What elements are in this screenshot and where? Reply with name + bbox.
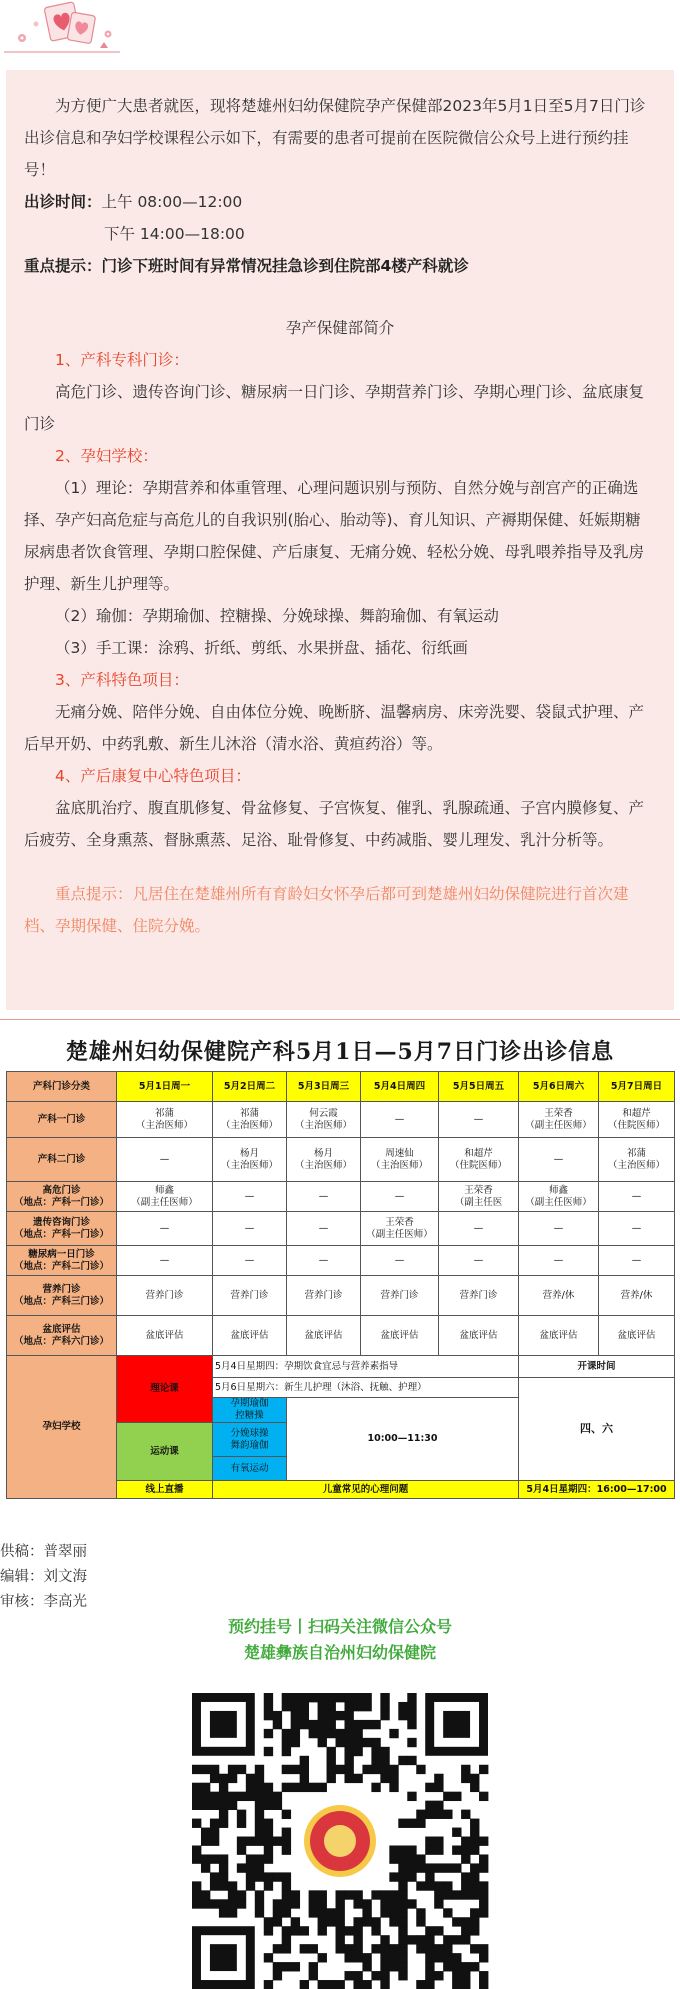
- table-cell: 营养门诊: [213, 1276, 287, 1316]
- day-head: 5月6日周六: [519, 1072, 599, 1102]
- section2-title: 2、孕妇学校：: [55, 447, 158, 465]
- table-cell: 和超芹 （住院医师）: [439, 1138, 519, 1182]
- theory-line2: 5月6日星期六：新生儿护理（沐浴、抚触、护理）: [213, 1378, 519, 1398]
- section2-item2: （2）瑜伽：孕期瑜伽、控糖操、分娩球操、舞韵瑜伽、有氧运动: [55, 607, 499, 625]
- day-header-row: [7, 1072, 675, 1102]
- table-cell: 盆底评估: [361, 1316, 439, 1356]
- hours-label: 出诊时间：: [24, 193, 102, 211]
- table-cell: —: [599, 1212, 675, 1246]
- credit-review: 审核：李高光: [0, 1594, 87, 1610]
- section4-title: 4、产后康复中心特色项目：: [55, 767, 251, 785]
- credits: [0, 1540, 680, 1615]
- section2-item1: （1）理论：孕期营养和体重管理、心理问题识别与预防、自然分娩与剖宫产的正确选择、孕产妇高危症与高危儿的自我识别(胎心、胎动等)、育儿知识、产褥期保健、妊娠期糖尿病患者饮食管理、孕期口腔保健、产后康复、无痛分娩、轻松分娩、母乳喂养指导及乳房护理、新生儿护理等。: [24, 479, 645, 593]
- hearts-flowers-icon: [0, 0, 130, 60]
- table-cell: 营养门诊: [117, 1276, 213, 1316]
- table-cell: 盆底评估: [439, 1316, 519, 1356]
- sport-item: [213, 1398, 287, 1423]
- row-head: 高危门诊 （地点：产科一门诊）: [7, 1182, 117, 1212]
- section3-text: 无痛分娩、陪伴分娩、自由体位分娩、晚断脐、温馨病房、床旁洗婴、袋鼠式护理、产后早开奶、中药乳敷、新生儿沐浴（清水浴、黄疸药浴）等。: [24, 703, 645, 753]
- table-row: [7, 1246, 675, 1276]
- hours-am: [24, 186, 656, 218]
- table-cell: —: [213, 1182, 287, 1212]
- sport-item-text: 舞韵瑜伽: [230, 1439, 269, 1451]
- table-cell: —: [519, 1138, 599, 1182]
- day-head: 5月7日周日: [599, 1072, 675, 1102]
- row-head: 糖尿病一日门诊 （地点：产科二门诊）: [7, 1246, 117, 1276]
- table-cell: —: [213, 1212, 287, 1246]
- table-cell: 盆底评估: [287, 1316, 361, 1356]
- section4-text: 盆底肌治疗、腹直肌修复、骨盆修复、子宫恢复、催乳、乳腺疏通、子宫内膜修复、产后疲劳、全身熏蒸、督脉熏蒸、足浴、耻骨修复、中药减脂、婴儿理发、乳汁分析等。: [24, 799, 645, 849]
- table-cell: —: [117, 1212, 213, 1246]
- day-head: 5月2日周二: [213, 1072, 287, 1102]
- divider: [0, 1019, 680, 1020]
- table-cell: 营养/休: [599, 1276, 675, 1316]
- footer-tip: 重点提示：凡居住在楚雄州所有育龄妇女怀孕后都可到楚雄州妇幼保健院进行首次建档、孕期保健、住院分娩。: [24, 885, 629, 935]
- section1-text: 高危门诊、遗传咨询门诊、糖尿病一日门诊、孕期营养门诊、孕期心理门诊、盆底康复门诊: [24, 383, 645, 433]
- credit-supply: 供稿：普翠丽: [0, 1544, 87, 1560]
- section3-title: 3、产科特色项目：: [55, 671, 189, 689]
- header-decoration: [0, 0, 680, 70]
- table-cell: 杨月 （主治医师）: [213, 1138, 287, 1182]
- table-cell: 祁蒲 （主治医师）: [117, 1102, 213, 1138]
- school-days: 四、六: [519, 1378, 675, 1481]
- section1-title: 1、产科专科门诊：: [55, 351, 189, 369]
- table-row: [7, 1316, 675, 1356]
- day-head: 5月4日周四: [361, 1072, 439, 1102]
- table-cell: 王荣香 （副主任医师）: [361, 1212, 439, 1246]
- sport-item: [213, 1423, 287, 1457]
- table-cell: 和超芹 （住院医师）: [599, 1102, 675, 1138]
- sport-item-text: 孕期瑜伽: [230, 1398, 269, 1409]
- theory-line1: 5月4日星期四：孕期饮食宜忌与营养素指导: [213, 1356, 519, 1378]
- col-head: 产科门诊分类: [7, 1072, 117, 1102]
- sport-time: 10:00—11:30: [287, 1398, 519, 1481]
- sport-item-text: 分娩球操: [230, 1427, 269, 1439]
- notice-panel: [6, 70, 674, 1010]
- aerobic: 有氧运动: [213, 1457, 287, 1481]
- table-cell: —: [361, 1182, 439, 1212]
- table-cell: —: [117, 1138, 213, 1182]
- row-head: 盆底评估 （地点：产科六门诊）: [7, 1316, 117, 1356]
- qr-code-icon: [190, 1693, 490, 1989]
- day-head: 5月1日周一: [117, 1072, 213, 1102]
- table-cell: 祁蒲 （主治医师）: [599, 1138, 675, 1182]
- day-head: 5月5日周五: [439, 1072, 519, 1102]
- table-cell: 盆底评估: [213, 1316, 287, 1356]
- table-cell: 师鑫 （副主任医师）: [117, 1182, 213, 1212]
- online-time: 5月4日星期四：16:00—17:00: [519, 1481, 675, 1499]
- qr-code[interactable]: [190, 1693, 490, 1989]
- table-cell: 营养门诊: [439, 1276, 519, 1316]
- table-cell: 王荣香 （副主任医: [439, 1182, 519, 1212]
- online-topic: 儿童常见的心理问题: [213, 1481, 519, 1499]
- row-head: 产科二门诊: [7, 1138, 117, 1182]
- row-head: 遗传咨询门诊 （地点：产科一门诊）: [7, 1212, 117, 1246]
- table-cell: 盆底评估: [599, 1316, 675, 1356]
- online-label: 线上直播: [117, 1481, 213, 1499]
- school-label: 孕妇学校: [7, 1356, 117, 1499]
- row-head: 营养门诊 （地点：产科三门诊）: [7, 1276, 117, 1316]
- row-head: 产科一门诊: [7, 1102, 117, 1138]
- table-cell: 王荣香 （副主任医师）: [519, 1102, 599, 1138]
- table-cell: —: [287, 1212, 361, 1246]
- promo-line1: 预约挂号丨扫码关注微信公众号: [227, 1617, 452, 1636]
- table-cell: —: [599, 1182, 675, 1212]
- section2-item3: （3）手工课：涂鸦、折纸、剪纸、水果拼盘、插花、衍纸画: [55, 639, 468, 657]
- open-time-label: 开课时间: [519, 1356, 675, 1378]
- table-row: [7, 1276, 675, 1316]
- table-row: [7, 1212, 675, 1246]
- school-row-1: [7, 1356, 675, 1378]
- promo: [0, 1614, 680, 1666]
- day-head: 5月3日周三: [287, 1072, 361, 1102]
- table-cell: —: [287, 1246, 361, 1276]
- table-cell: —: [213, 1246, 287, 1276]
- table-cell: —: [117, 1246, 213, 1276]
- table-cell: —: [599, 1246, 675, 1276]
- table-cell: 营养/休: [519, 1276, 599, 1316]
- table-row: [7, 1102, 675, 1138]
- sport-item-text: 控糖操: [235, 1410, 264, 1421]
- table-cell: 盆底评估: [117, 1316, 213, 1356]
- table-cell: 何云霞 （主治医师）: [287, 1102, 361, 1138]
- schedule-title: 楚雄州妇幼保健院产科5月1日—5月7日门诊出诊信息: [65, 1039, 615, 1065]
- schedule-table-image: [6, 1033, 674, 1515]
- table-row: [7, 1138, 675, 1182]
- theory-label: 理论课: [117, 1356, 213, 1423]
- table-cell: —: [361, 1246, 439, 1276]
- table-cell: —: [519, 1246, 599, 1276]
- promo-line2: 楚雄彝族自治州妇幼保健院: [243, 1643, 436, 1662]
- table-cell: 周速仙 （主治医师）: [361, 1138, 439, 1182]
- table-cell: 祁蒲 （主治医师）: [213, 1102, 287, 1138]
- sport-label: 运动课: [117, 1423, 213, 1481]
- table-cell: —: [439, 1102, 519, 1138]
- table-cell: —: [361, 1102, 439, 1138]
- credit-editor: 编辑：刘文海: [0, 1569, 87, 1585]
- table-cell: 师鑫 （副主任医师）: [519, 1182, 599, 1212]
- table-cell: 营养门诊: [287, 1276, 361, 1316]
- key-tip: 重点提示：门诊下班时间有异常情况挂急诊到住院部4楼产科就诊: [24, 257, 469, 275]
- table-cell: —: [287, 1182, 361, 1212]
- table-cell: 盆底评估: [519, 1316, 599, 1356]
- hours-am-value: 上午 08:00—12:00: [101, 193, 243, 211]
- table-cell: —: [439, 1212, 519, 1246]
- intro-section-title: 孕产保健部简介: [285, 319, 395, 337]
- table-cell: —: [519, 1212, 599, 1246]
- hours-pm: 下午 14:00—18:00: [104, 225, 245, 243]
- table-cell: —: [439, 1246, 519, 1276]
- table-cell: 杨月 （主治医师）: [287, 1138, 361, 1182]
- table-cell: 营养门诊: [361, 1276, 439, 1316]
- intro-paragraph: 为方便广大患者就医，现将楚雄州妇幼保健院孕产保健部2023年5月1日至5月7日门诊出诊信息和孕妇学校课程公示如下，有需要的患者可提前在医院微信公众号上进行预约挂号！: [24, 97, 646, 179]
- schedule-grid: [6, 1071, 675, 1499]
- table-row: [7, 1182, 675, 1212]
